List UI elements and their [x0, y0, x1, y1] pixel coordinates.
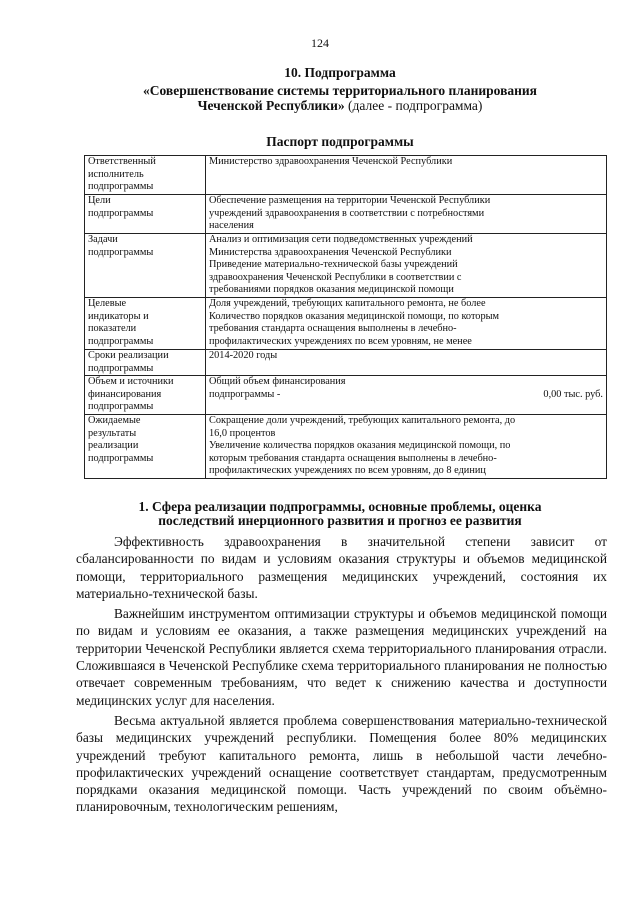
label-line: показатели: [88, 323, 137, 334]
passport-title: Паспорт подпрограммы: [266, 134, 414, 149]
value-line: 2014-2020 годы: [209, 350, 278, 361]
value-line: требованиями порядков оказания медицинской помощи: [209, 284, 454, 295]
paragraph: Весьма актуальной является проблема совершенствования материально-технической базы медицинских учреждений республики. Помещения более 80% медицинских учреждений требуют капитального ремонта, лишь в небольшой части лечебно-профилактических учреждений оснащение соответствует стандартам, предусмотренным порядками оказания медицинской помощи. Часть учреждений по своим объёмно-планировочным, технологическим решениям,: [76, 712, 607, 815]
label-line: результаты: [88, 427, 137, 439]
financing-amount: 0,00 тыс. руб.: [543, 388, 603, 400]
label-line: подпрограммы: [88, 401, 154, 412]
value-line: Сокращение доли учреждений, требующих капитального ремонта, до: [209, 415, 516, 426]
label-line: подпрограммы: [88, 335, 154, 347]
label-line: подпрограммы: [88, 181, 154, 192]
table-row: [85, 234, 607, 298]
row-label: [85, 415, 206, 479]
label-line: Сроки реализации: [88, 350, 169, 361]
value-line: населения: [209, 220, 254, 231]
value-line: Общий объем финансирования: [209, 376, 346, 387]
label-line: финансирования: [88, 388, 162, 400]
label-line: исполнитель: [88, 168, 144, 180]
value-line: которым требования стандарта оснащения выполнены в лечебно-: [209, 452, 497, 464]
row-value: [206, 350, 607, 376]
subprogram-title-republic: Чеченской Республики»: [197, 98, 345, 113]
page-number: 124: [311, 36, 329, 50]
value-line: Количество порядков оказания медицинской помощи, по которым: [209, 310, 500, 322]
label-line: Ответственный: [88, 156, 156, 167]
label-line: Целевые: [88, 298, 127, 309]
value-line: профилактических учреждениях по всем уровням, не менее: [209, 335, 472, 347]
label-line: подпрограммы: [88, 207, 154, 219]
section-title-line2: последствий инерционного развития и прогноз ее развития: [158, 513, 522, 528]
section-title-line1: 1. Сфера реализации подпрограммы, основные проблемы, оценка: [138, 499, 542, 514]
subprogram-number: 10. Подпрограмма: [284, 65, 396, 80]
label-line: подпрограммы: [88, 452, 154, 464]
label-line: подпрограммы: [88, 362, 154, 374]
row-value: [206, 234, 607, 298]
value-line: Доля учреждений, требующих капитального ремонта, не более: [209, 298, 486, 309]
row-value: [206, 298, 607, 350]
value-line: Обеспечение размещения на территории Чеченской Республики: [209, 195, 491, 206]
section-body: [76, 533, 607, 819]
row-label: [85, 234, 206, 298]
table-row: [85, 376, 607, 415]
value-line: Министерства здравоохранения Чеченской Республики: [209, 246, 452, 258]
table-row: [85, 298, 607, 350]
row-value: [206, 415, 607, 479]
subprogram-title-line1: «Совершенствование системы территориального планирования: [143, 83, 537, 98]
financing-line: [209, 389, 603, 402]
label-line: подпрограммы: [88, 246, 154, 258]
value-line: учреждений здравоохранения в соответствии с потребностями: [209, 207, 485, 219]
row-label: [85, 376, 206, 415]
row-label: [85, 350, 206, 376]
label-line: Задачи: [88, 234, 118, 245]
label-line: индикаторы и: [88, 310, 149, 322]
table-row: [85, 350, 607, 376]
label-line: Цели: [88, 195, 111, 206]
financing-label: подпрограммы -: [209, 388, 281, 400]
value-line: требования стандарта оснащения выполнены в лечебно-: [209, 323, 457, 334]
paragraph: Важнейшим инструментом оптимизации структуры и объемов медицинской помощи по видам и условиям ее оказания, а также размещения медицинских учреждений на территории Чеченской Республики является схема территориального планирования отрасли. Сложившаяся в Чеченской Республике схема территориального планирования не полностью отвечает современным требованиям, что ведет к снижению качества и доступности медицинских услуг для населения.: [76, 606, 607, 708]
label-line: реализации: [88, 440, 139, 451]
value-line: Приведение материально-технической базы учреждений: [209, 259, 458, 270]
value-line: Увеличение количества порядков оказания медицинской помощи, по: [209, 440, 511, 451]
row-label: [85, 298, 206, 350]
row-label: [85, 156, 206, 195]
label-line: Ожидаемые: [88, 415, 141, 426]
value-line: профилактических учреждениях по всем уровням, до 8 единиц: [209, 465, 486, 476]
row-label: [85, 195, 206, 234]
table-row: [85, 195, 607, 234]
value-line: здравоохранения Чеченской Республики в соответствии с: [209, 271, 462, 283]
paragraph: Эффективность здравоохранения в значительной степени зависит от сбалансированности по видам и условиям оказания структуры и объемов медицинской помощи, территориального размещения медицинских учреждений, состояния их материально-технической базы.: [76, 534, 607, 601]
passport-table: [84, 155, 607, 479]
value-line: Министерство здравоохранения Чеченской Республики: [209, 156, 453, 167]
table-row: [85, 156, 607, 195]
row-value: [206, 195, 607, 234]
subprogram-title-line2: [60, 99, 620, 113]
row-value: [206, 156, 607, 195]
subprogram-title-note: (далее - подпрограмма): [344, 98, 483, 113]
value-line: Анализ и оптимизация сети подведомственных учреждений: [209, 234, 473, 245]
row-value: [206, 376, 607, 415]
label-line: Объем и источники: [88, 376, 174, 387]
value-line: 16,0 процентов: [209, 427, 276, 439]
table-row: [85, 415, 607, 479]
